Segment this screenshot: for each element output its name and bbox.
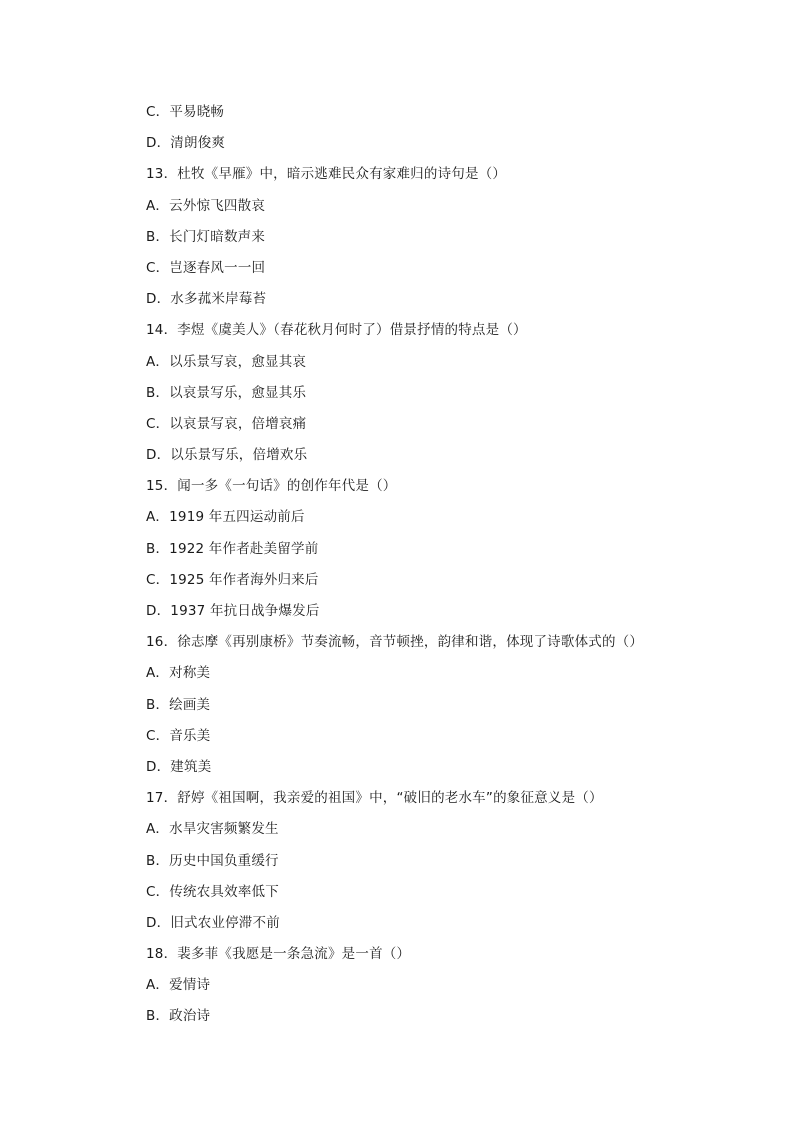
option-a-q14: A．以乐景写哀，愈显其哀 <box>146 353 307 370</box>
question-list <box>146 102 706 1038</box>
option-b-q13: B．长门灯暗数声来 <box>146 228 266 245</box>
question-17: 17．舒婷《祖国啊，我亲爱的祖国》中，“破旧的老水车”的象征意义是（） <box>146 790 603 807</box>
question-13: 13．杜牧《早雁》中，暗示逃难民众有家难归的诗句是（） <box>146 166 507 183</box>
option-c-q13: C．岂逐春风一一回 <box>146 259 266 276</box>
option-b-q17: B．历史中国负重缓行 <box>146 852 279 869</box>
question-18: 18．裴多菲《我愿是一条急流》是一首（） <box>146 946 411 963</box>
option-d-q12: D．清朗俊爽 <box>146 135 226 152</box>
question-16: 16．徐志摩《再别康桥》节奏流畅，音节顿挫，韵律和谐，体现了诗歌体式的（） <box>146 634 644 651</box>
option-b-q14: B．以哀景写乐，愈显其乐 <box>146 384 307 401</box>
option-d-q15: D．1937 年抗日战争爆发后 <box>146 603 320 619</box>
option-d-q17: D．旧式农业停滞不前 <box>146 914 280 931</box>
option-c-q14: C．以哀景写哀，倍增哀痛 <box>146 415 307 432</box>
option-b-q16: B．绘画美 <box>146 696 211 713</box>
question-14: 14．李煜《虞美人》（春花秋月何时了）借景抒情的特点是（） <box>146 322 527 339</box>
option-c-q12: C．平易晓畅 <box>146 104 225 120</box>
option-a-q13: A．云外惊飞四散哀 <box>146 197 266 214</box>
option-b-q18: B．政治诗 <box>146 1008 211 1025</box>
option-a-q17: A．水旱灾害频繁发生 <box>146 821 279 838</box>
option-a-q16: A．对称美 <box>146 665 211 682</box>
option-d-q14: D．以乐景写乐，倍增欢乐 <box>146 447 308 464</box>
option-d-q16: D．建筑美 <box>146 758 212 775</box>
option-d-q13: D．水多菰米岸莓苔 <box>146 291 267 308</box>
option-c-q15: C．1925 年作者海外归来后 <box>146 571 319 588</box>
option-c-q16: C．音乐美 <box>146 727 211 744</box>
option-b-q15: B．1922 年作者赴美留学前 <box>146 540 319 557</box>
option-c-q17: C．传统农具效率低下 <box>146 883 279 900</box>
option-a-q18: A．爱情诗 <box>146 977 211 994</box>
option-a-q15: A．1919 年五四运动前后 <box>146 509 305 526</box>
question-15: 15．闻一多《一句话》的创作年代是（） <box>146 478 397 495</box>
